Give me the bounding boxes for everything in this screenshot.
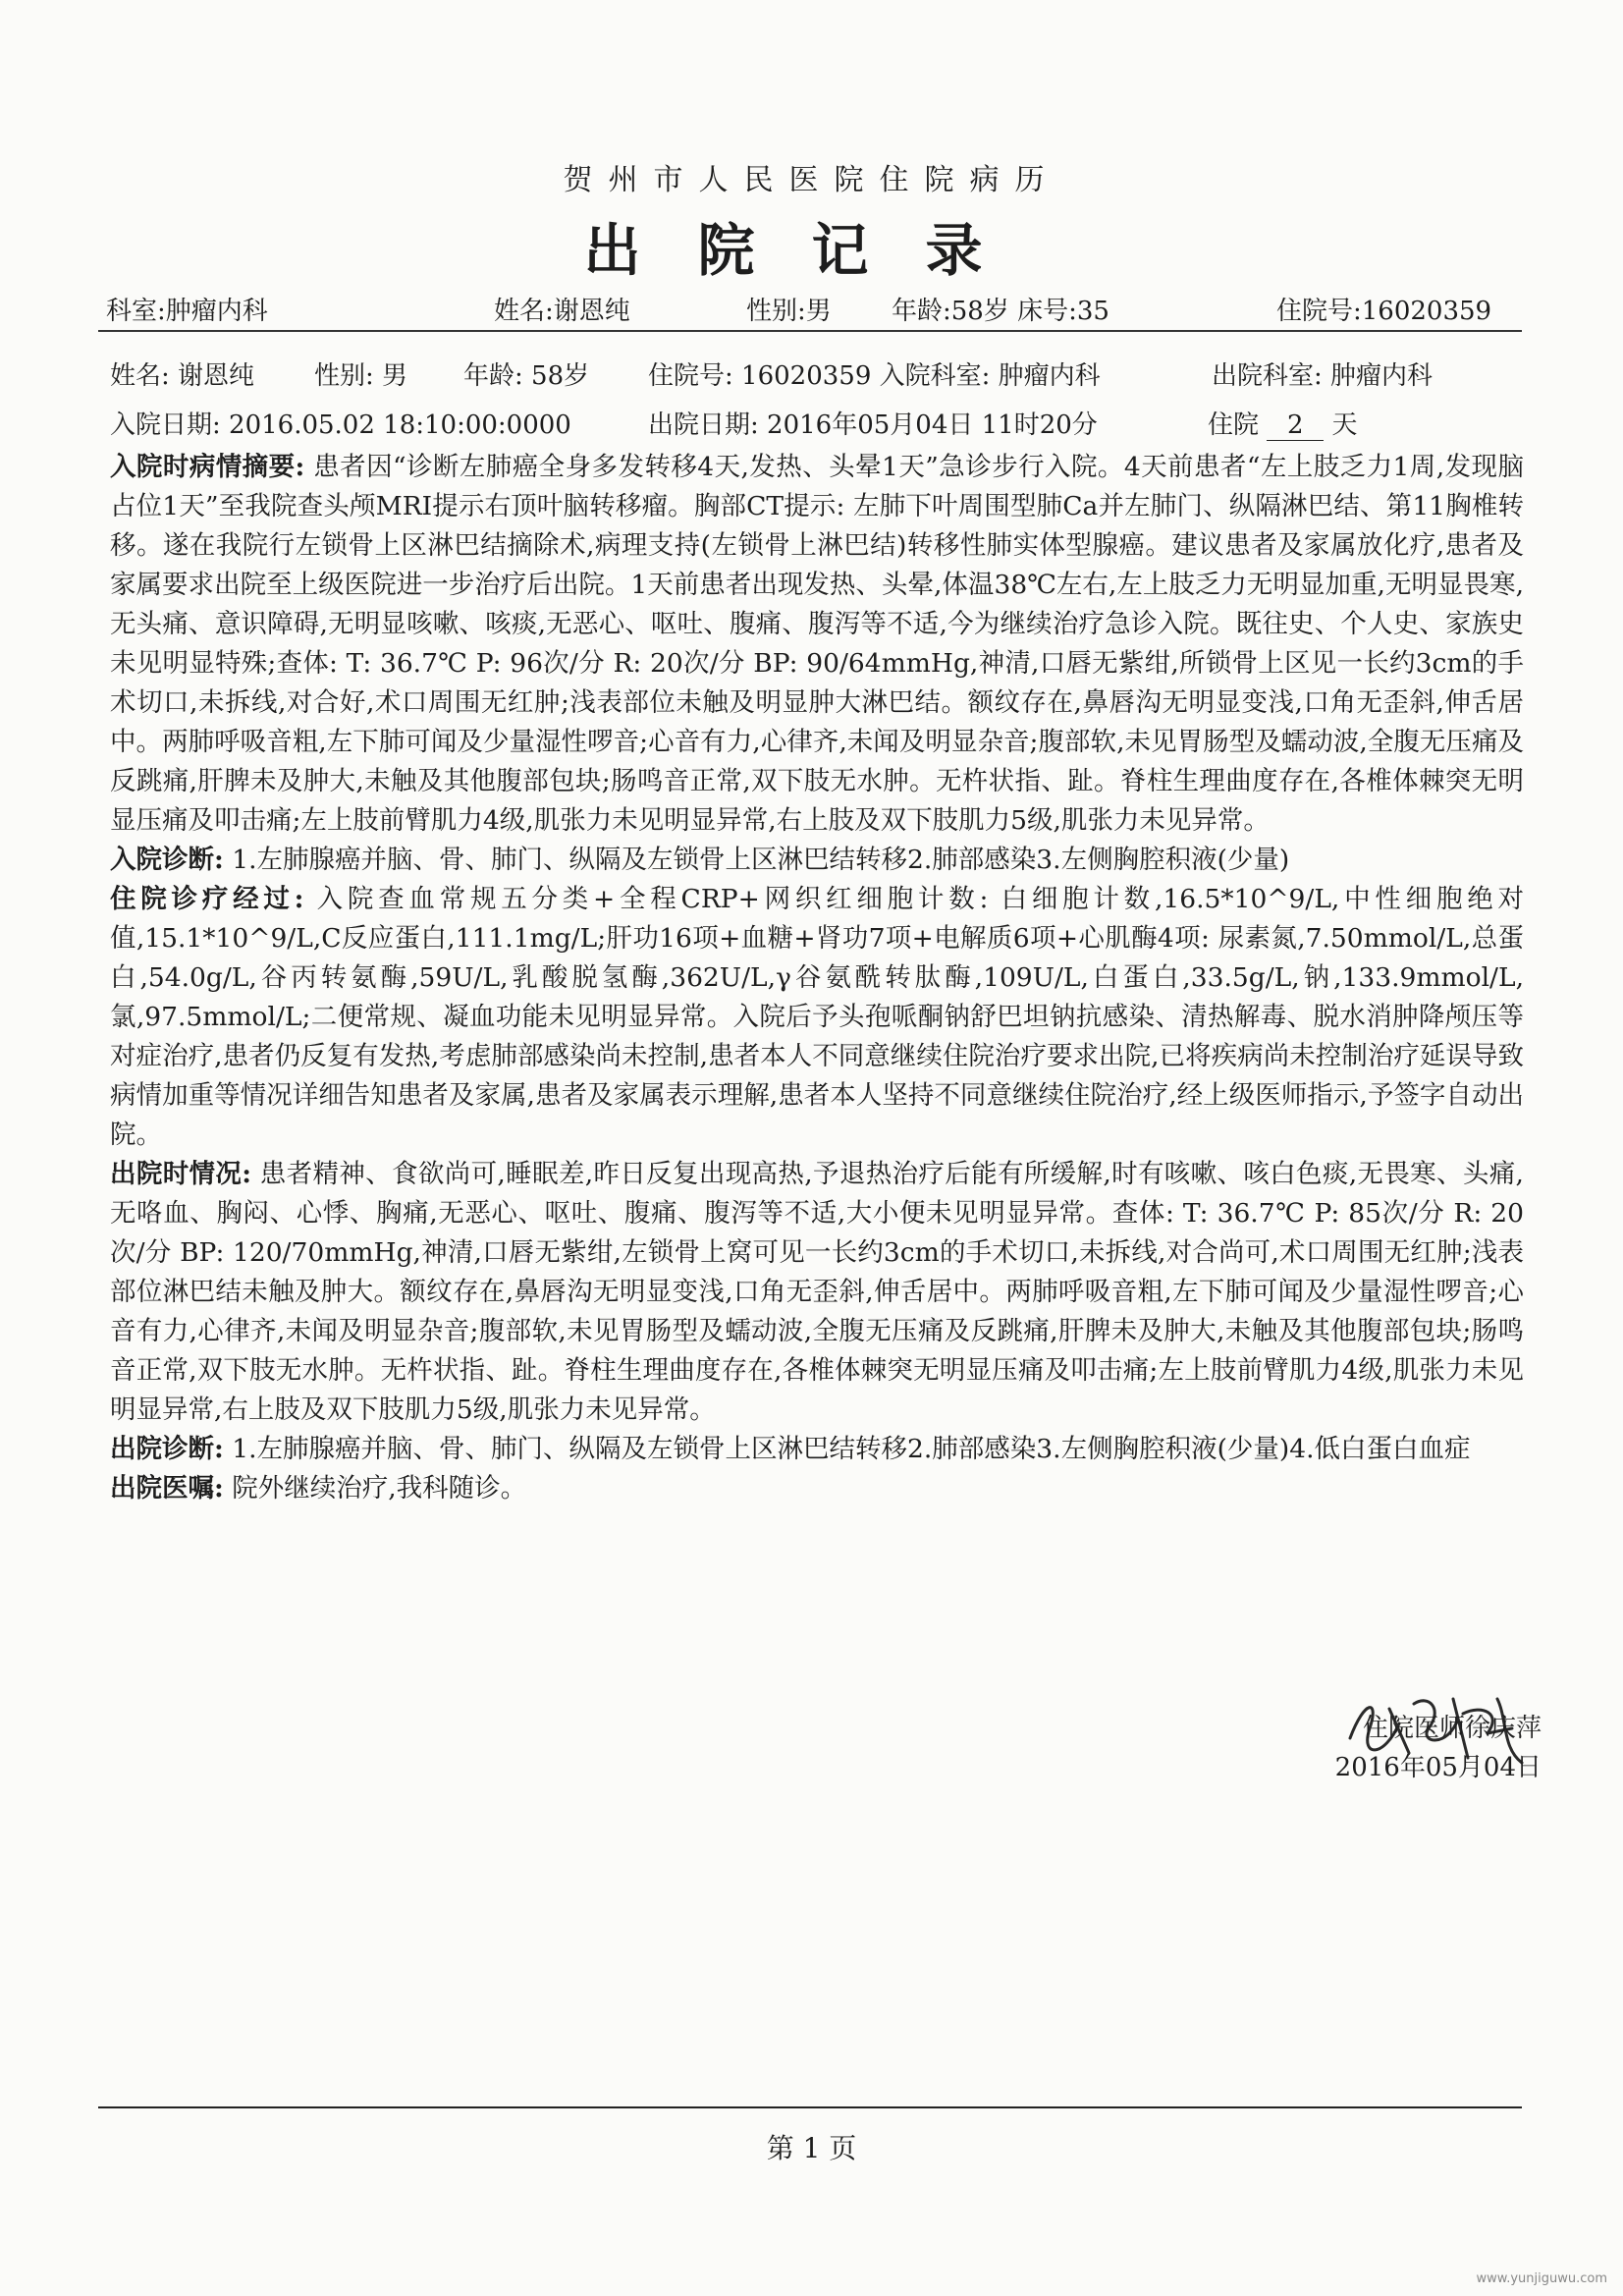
course-label: 住院诊疗经过: <box>110 884 304 914</box>
record-body <box>110 448 1524 1508</box>
watermark-text: www.yunjiguwu.com <box>1476 2271 1607 2286</box>
section-course <box>110 880 1524 1155</box>
discharge-diagnosis-text: 1.左肺腺癌并脑、骨、肺门、纵隔及左锁骨上区淋巴结转移2.肺部感染3.左侧胸腔积液(少量)4.低白蛋白血症 <box>232 1434 1471 1464</box>
discharge-orders-text: 院外继续治疗,我科随诊。 <box>232 1473 527 1503</box>
stay-label: 住院 <box>1208 410 1260 440</box>
discharge-diagnosis-label: 出院诊断: <box>110 1434 224 1464</box>
discharge-condition-label: 出院时情况: <box>110 1159 252 1189</box>
signature-date: 2016年05月04日 <box>1334 1753 1542 1782</box>
summary-label: 入院时病情摘要: <box>110 452 305 482</box>
admit-diagnosis-label: 入院诊断: <box>110 845 224 875</box>
header-divider <box>98 330 1522 332</box>
record-header <box>106 291 1520 326</box>
header-name: 姓名:谢恩纯 <box>494 297 630 326</box>
info-discharge-date: 出院日期: 2016年05月04日 11时20分 <box>648 410 1098 440</box>
info-admit-date: 入院日期: 2016.05.02 18:10:00:0000 <box>110 410 571 440</box>
section-summary <box>110 448 1524 841</box>
header-sex: 性别:男 <box>746 297 832 326</box>
hospital-name: 贺州市人民医院住院病历 <box>563 163 1060 197</box>
page-number: 第 1 页 <box>766 2132 857 2164</box>
info-age: 年龄: 58岁 <box>463 361 590 391</box>
section-discharge-orders <box>110 1469 1524 1508</box>
header-admission-no: 住院号:16020359 <box>1276 297 1492 326</box>
info-admission-dept: 住院号: 16020359 入院科室: 肿瘤内科 <box>648 361 1101 391</box>
signature-block <box>1217 1709 1542 1787</box>
header-department: 科室:肿瘤内科 <box>106 297 268 326</box>
discharge-condition-text: 患者精神、食欲尚可,睡眠差,昨日反复出现高热,予退热治疗后能有所缓解,时有咳嗽、咳白色痰,无畏寒、头痛,无咯血、胸闷、心悸、胸痛,无恶心、呕吐、腹痛、腹泻等不适,大小便未见明显异常。查体: T: 36.7℃ P: 85次/分 R: 20次/分 BP: 120/70mmHg,神清,口唇无紫绀,左锁骨上窝可见一长约3cm的手术切口,未拆线,对合尚可,术口周围无红肿;浅表部位淋巴结未触及肿大。额纹存在,鼻唇沟无明显变浅,口角无歪斜,伸舌居中。两肺呼吸音粗,左下肺可闻及少量湿性啰音;心音有力,心律齐,未闻及明显杂音;腹部软,未见胃肠型及蠕动波,全腹无压痛及反跳痛,肝脾未及肿大,未触及其他腹部包块;肠鸣音正常,双下肢无水肿。无杵状指、趾。脊柱生理曲度存在,各椎体棘突无明显压痛及叩击痛;左上肢前臂肌力4级,肌张力未见明显异常,右上肢及双下肢肌力5级,肌张力未见异常。 <box>110 1159 1524 1425</box>
info-stay <box>1208 405 1358 441</box>
info-sex: 性别: 男 <box>314 361 408 391</box>
section-discharge-diagnosis <box>110 1430 1524 1469</box>
section-discharge-condition <box>110 1155 1524 1430</box>
summary-text: 患者因“诊断左肺癌全身多发转移4天,发热、头晕1天”急诊步行入院。4天前患者“左上肢乏力1周,发现脑占位1天”至我院查头颅MRI提示右顶叶脑转移瘤。胸部CT提示: 左肺下叶周围型肺Ca并左肺门、纵隔淋巴结、第11胸椎转移。遂在我院行左锁骨上区淋巴结摘除术,病理支持(左锁骨上淋巴结)转移性肺实体型腺癌。建议患者及家属放化疗,患者及家属要求出院至上级医院进一步治疗后出院。1天前患者出现发热、头晕,体温38℃左右,左上肢乏力无明显加重,无明显畏寒,无头痛、意识障碍,无明显咳嗽、咳痰,无恶心、呕吐、腹痛、腹泻等不适,今为继续治疗急诊入院。既往史、个人史、家族史未见明显特殊;查体: T: 36.7℃ P: 96次/分 R: 20次/分 BP: 90/64mmHg,神清,口唇无紫绀,所锁骨上区见一长约3cm的手术切口,未拆线,对合好,术口周围无红肿;浅表部位未触及明显肿大淋巴结。额纹存在,鼻唇沟无明显变浅,口角无歪斜,伸舌居中。两肺呼吸音粗,左下肺可闻及少量湿性啰音;心音有力,心律齐,未闻及明显杂音;腹部软,未见胃肠型及蠕动波,全腹无压痛及反跳痛,肝脾未及肿大,未触及其他腹部包块;肠鸣音正常,双下肢无水肿。无杵状指、趾。脊柱生理曲度存在,各椎体棘突无明显压痛及叩击痛;左上肢前臂肌力4级,肌张力未见明显异常,右上肢及双下肢肌力5级,肌张力未见异常。 <box>110 452 1524 836</box>
document-title: 出院记录 <box>583 217 1040 284</box>
info-name: 姓名: 谢恩纯 <box>110 361 255 391</box>
header-age-bed: 年龄:58岁 床号:35 <box>892 297 1109 326</box>
info-discharge-dept: 出院科室: 肿瘤内科 <box>1212 361 1434 391</box>
physician-name: 住院医师徐庆萍 <box>1362 1714 1542 1743</box>
footer-divider <box>98 2106 1522 2108</box>
section-admit-diagnosis <box>110 841 1524 880</box>
stay-unit: 天 <box>1331 410 1358 440</box>
course-text: 入院查血常规五分类+全程CRP+网织红细胞计数: 白细胞计数,16.5*10^9/L,中性细胞绝对值,15.1*10^9/L,C反应蛋白,111.1mg/L;肝功16项+血糖+肾功7项+电解质6项+心肌酶4项: 尿素氮,7.50mmol/L,总蛋白,54.0g/L,谷丙转氨酶,59U/L,乳酸脱氢酶,362U/L,γ谷氨酰转肽酶,109U/L,白蛋白,33.5g/L,钠,133.9mmol/L,氯,97.5mmol/L;二便常规、凝血功能未见明显异常。入院后予头孢哌酮钠舒巴坦钠抗感染、清热解毒、脱水消肿降颅压等对症治疗,患者仍反复有发热,考虑肺部感染尚未控制,患者本人不同意继续住院治疗要求出院,已将疾病尚未控制治疗延误导致病情加重等情况详细告知患者及家属,患者及家属表示理解,患者本人坚持不同意继续住院治疗,经上级医师指示,予签字自动出院。 <box>110 884 1524 1150</box>
admit-diagnosis-text: 1.左肺腺癌并脑、骨、肺门、纵隔及左锁骨上区淋巴结转移2.肺部感染3.左侧胸腔积液(少量) <box>232 845 1290 875</box>
stay-days: 2 <box>1267 410 1324 441</box>
discharge-orders-label: 出院医嘱: <box>110 1473 224 1503</box>
